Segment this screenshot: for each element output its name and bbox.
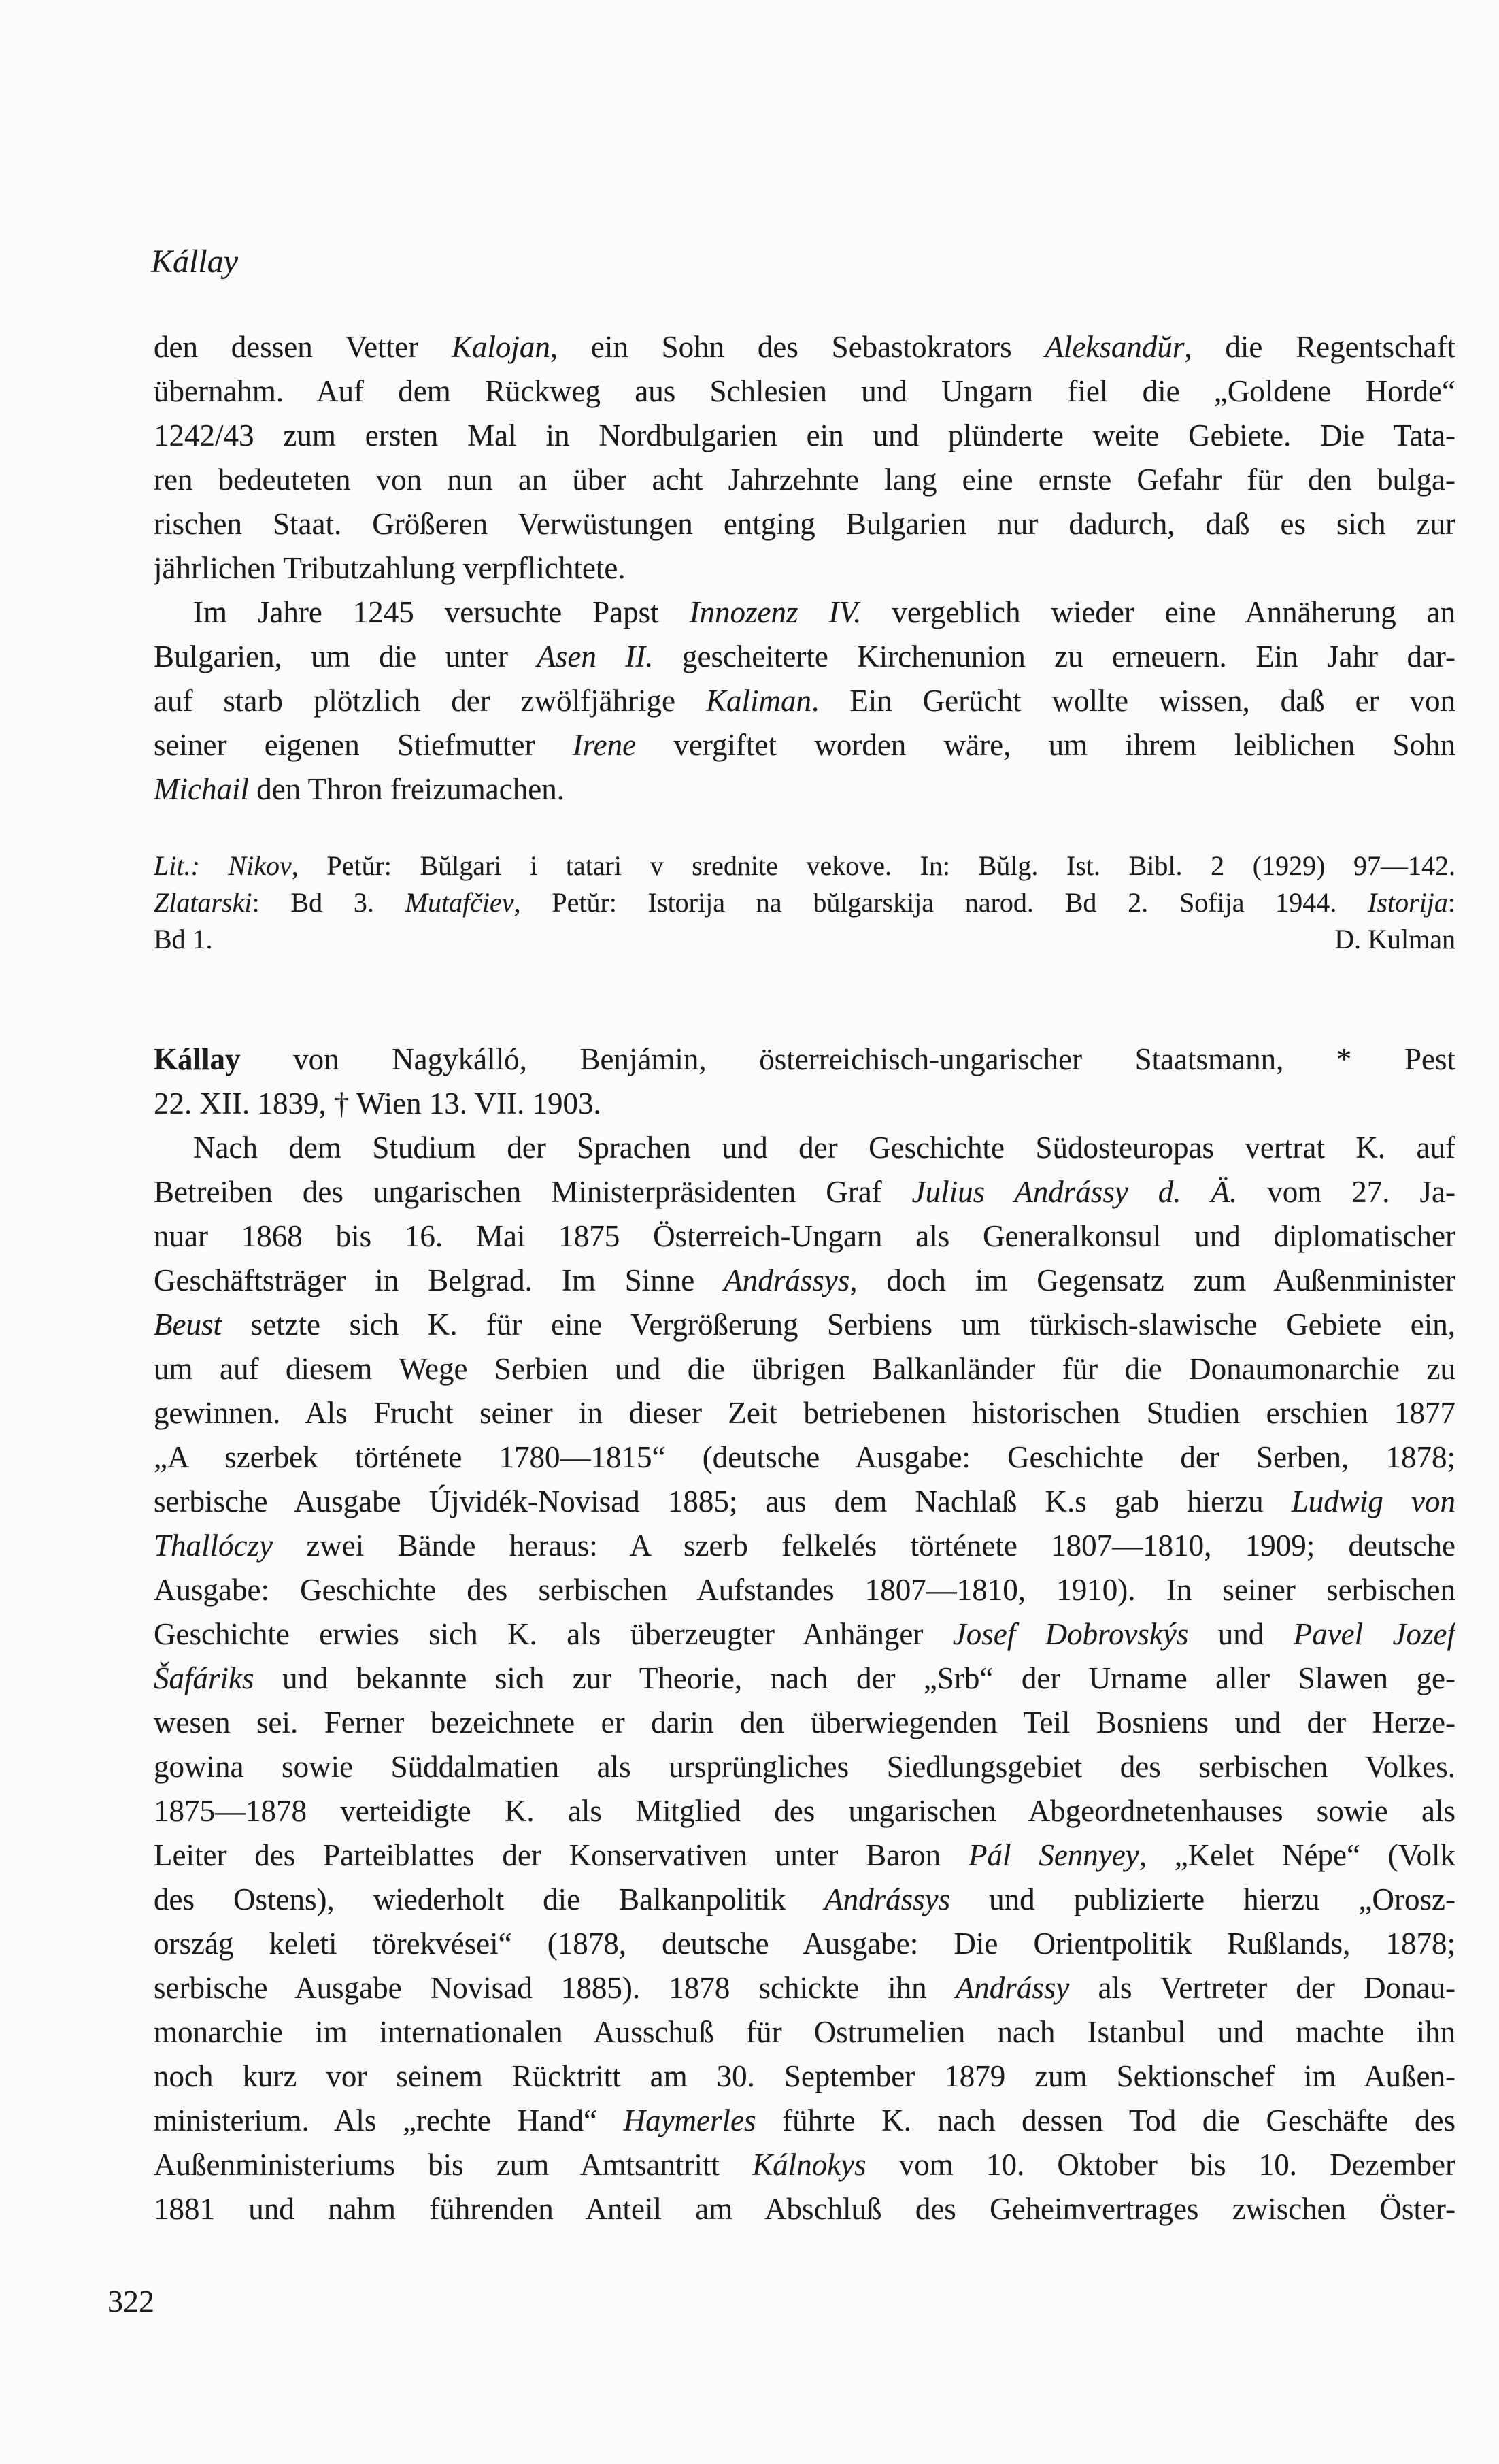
text-run — [200, 850, 229, 881]
text-run: Betreiben des ungarischen Ministerpräsidenten Graf — [154, 1175, 912, 1209]
text-line — [154, 1922, 1455, 1966]
italic-run: Aleksandŭr — [1045, 330, 1185, 364]
text-line — [154, 884, 1455, 921]
text-line — [154, 2010, 1455, 2054]
text-run: auf starb plötzlich der zwölfjährige — [154, 684, 706, 718]
text-run: als Vertreter der Donau- — [1069, 1971, 1455, 2005]
text-line — [154, 1612, 1455, 1656]
text-run: seiner eigenen Stiefmutter — [154, 728, 573, 762]
text-run: vergiftet worden wäre, um ihrem leiblichen Sohn — [636, 728, 1455, 762]
text-run: . Ein Gerücht wollte wissen, daß er von — [811, 684, 1455, 718]
text-run: serbische Ausgabe Újvidék-Novisad 1885; aus dem Nachlaß K.s gab hierzu — [154, 1484, 1292, 1518]
italic-run: Innozenz IV. — [689, 595, 862, 629]
text-run: und publizierte hierzu „Orosz- — [950, 1882, 1455, 1916]
italic-run: Zlatarski — [154, 887, 252, 918]
text-run: , ein Sohn des Sebastokrators — [550, 330, 1045, 364]
italic-run: Thallóczy — [154, 1529, 273, 1563]
text-line — [154, 325, 1455, 369]
text-run: „A szerbek története 1780—1815“ (deutsche Ausgabe: Geschichte der Serben, 1878; — [154, 1440, 1455, 1474]
text-line — [154, 1259, 1455, 1303]
italic-run: Pál Sennyey — [969, 1838, 1139, 1872]
italic-run: Nikov — [228, 850, 292, 881]
page-number: 322 — [107, 2284, 154, 2318]
text-run: um auf diesem Wege Serbien und die übrigen Balkanländer für die Donaumonarchie zu — [154, 1352, 1455, 1386]
text-run: vergeblich wieder eine Annäherung an — [861, 595, 1455, 629]
text-run: von Nagykálló, Benjámin, österreichisch-ungarischer Staatsmann, * Pest — [240, 1042, 1455, 1076]
text-run: ren bedeuteten von nun an über acht Jahrzehnte lang eine ernste Gefahr für den bulga- — [154, 463, 1455, 497]
text-run: , Petŭr: Istorija na bŭlgarskija narod. Bd 2. Sofija 1944. — [513, 887, 1368, 918]
text-run: 1242/43 zum ersten Mal in Nordbulgarien ein und plünderte weite Gebiete. Die Tata- — [154, 418, 1455, 452]
text-line — [154, 679, 1455, 723]
italic-run: Mutafčiev — [405, 887, 514, 918]
lit-volume — [154, 921, 213, 958]
text-run: wesen sei. Ferner bezeichnete er darin den überwiegenden Teil Bosniens und der Herze- — [154, 1705, 1455, 1739]
text-run: vom 27. Ja- — [1237, 1175, 1455, 1209]
text-run: serbische Ausgabe Novisad 1885). 1878 schickte ihn — [154, 1971, 956, 2005]
text-run: führte K. nach dessen Tod die Geschäfte des — [756, 2103, 1455, 2137]
text-line — [154, 1170, 1455, 1214]
italic-run: Beust — [154, 1308, 222, 1342]
text-line — [154, 590, 1455, 635]
italic-run: Michail — [154, 772, 249, 806]
text-line — [154, 1082, 1455, 1126]
text-run: gescheiterte Kirchenunion zu erneuern. Ein Jahr dar- — [653, 639, 1455, 673]
italic-run: Ludwig von — [1291, 1484, 1455, 1518]
text-line — [154, 502, 1455, 546]
text-run: den dessen Vetter — [154, 330, 452, 364]
italic-run: Istorija — [1368, 887, 1448, 918]
text-line — [154, 1391, 1455, 1435]
text-run: und bekannte sich zur Theorie, nach der „Srb“ der Urname aller Slawen ge- — [254, 1661, 1455, 1695]
author-signature — [1334, 921, 1455, 958]
text-run: 22. XII. 1839, † Wien 13. VII. 1903. — [154, 1086, 601, 1120]
text-run: vom 10. Oktober bis 10. Dezember — [866, 2148, 1455, 2182]
text-line — [154, 1480, 1455, 1524]
text-run: , doch im Gegensatz zum Außenminister — [849, 1263, 1455, 1297]
text-run: den Thron freizumachen. — [248, 772, 565, 806]
signature-line — [154, 921, 1455, 958]
text-run: und — [1188, 1617, 1294, 1651]
text-run: noch kurz vor seinem Rücktritt am 30. September 1879 zum Sektionschef im Außen- — [154, 2059, 1455, 2093]
text-line — [154, 1347, 1455, 1391]
italic-run: Kalojan — [451, 330, 550, 364]
text-line — [154, 1745, 1455, 1789]
text-line — [154, 635, 1455, 679]
text-run: gewinnen. Als Frucht seiner in dieser Zeit betriebenen historischen Studien erschien 1877 — [154, 1396, 1455, 1430]
text-line — [154, 1833, 1455, 1878]
italic-run: Julius Andrássy d. Ä. — [911, 1175, 1238, 1209]
text-line — [154, 414, 1455, 458]
italic-run: Šafáriks — [154, 1661, 254, 1695]
text-line — [154, 1701, 1455, 1745]
italic-run: Pavel Jozef — [1293, 1617, 1455, 1651]
text-run: 1875—1878 verteidigte K. als Mitglied des ungarischen Abgeordnetenhauses sowie als — [154, 1794, 1455, 1828]
text-run: jährlichen Tributzahlung verpflichtete. — [154, 551, 626, 585]
italic-run: Lit.: — [154, 850, 200, 881]
italic-run: Josef Dobrovskýs — [952, 1617, 1189, 1651]
text-run: , die Regentschaft — [1184, 330, 1455, 364]
text-run: D. Kulman — [1334, 924, 1455, 954]
text-line — [154, 2187, 1455, 2231]
text-line — [154, 1789, 1455, 1833]
text-run: setzte sich K. für eine Vergrößerung Serbiens um türkisch-slawische Gebiete ein, — [221, 1308, 1455, 1342]
text-run: Bd 1. — [154, 924, 213, 954]
text-line — [154, 1303, 1455, 1347]
italic-run: Andrássys — [724, 1263, 850, 1297]
text-run: rischen Staat. Größeren Verwüstungen entging Bulgarien nur dadurch, daß es sich zur — [154, 507, 1455, 541]
text-run: übernahm. Auf dem Rückweg aus Schlesien und Ungarn fiel die „Goldene Horde“ — [154, 374, 1455, 408]
text-line — [154, 458, 1455, 502]
text-run: Leiter des Parteiblattes der Konservativen unter Baron — [154, 1838, 969, 1872]
text-run: nuar 1868 bis 16. Mai 1875 Österreich-Ungarn als Generalkonsul und diplomatischer — [154, 1219, 1455, 1253]
text-run: gowina sowie Süddalmatien als ursprüngliches Siedlungsgebiet des serbischen Volkes. — [154, 1750, 1455, 1784]
text-line — [154, 1214, 1455, 1259]
text-line — [154, 848, 1455, 884]
running-head: Kállay — [151, 244, 238, 280]
text-run: ministerium. Als „rechte Hand“ — [154, 2103, 624, 2137]
text-line — [154, 369, 1455, 414]
bold-run: Kállay — [154, 1042, 241, 1076]
text-line — [154, 1568, 1455, 1612]
text-run: Im Jahre 1245 versuchte Papst — [193, 595, 690, 629]
text-run: zwei Bände heraus: A szerb felkelés története 1807—1810, 1909; deutsche — [273, 1529, 1455, 1563]
text-run: Nach dem Studium der Sprachen und der Geschichte Südosteuropas vertrat K. auf — [193, 1131, 1455, 1165]
text-line — [154, 1037, 1455, 1082]
text-run: : — [1447, 887, 1455, 918]
text-run: , Petŭr: Bŭlgari i tatari v srednite vekove. In: Bŭlg. Ist. Bibl. 2 (1929) 97—142. — [291, 850, 1455, 881]
italic-run: Andrássys — [824, 1882, 951, 1916]
text-column — [154, 325, 1455, 2231]
text-run: Geschichte erwies sich K. als überzeugter Anhänger — [154, 1617, 953, 1651]
italic-run: Kálnokys — [752, 2148, 866, 2182]
text-run: Bulgarien, um die unter — [154, 639, 537, 673]
italic-run: Asen II. — [537, 639, 654, 673]
text-run: ország keleti törekvései“ (1878, deutsche Ausgabe: Die Orientpolitik Rußlands, 1878; — [154, 1927, 1455, 1961]
text-line — [154, 1435, 1455, 1480]
text-line — [154, 1878, 1455, 1922]
text-line — [154, 546, 1455, 590]
text-line — [154, 1966, 1455, 2010]
text-line — [154, 1656, 1455, 1701]
text-line — [154, 1524, 1455, 1568]
text-line — [154, 2099, 1455, 2143]
text-run: Außenministeriums bis zum Amtsantritt — [154, 2148, 753, 2182]
italic-run: Kaliman — [705, 684, 812, 718]
text-run: des Ostens), wiederholt die Balkanpolitik — [154, 1882, 825, 1916]
text-line — [154, 2143, 1455, 2187]
italic-run: Andrássy — [955, 1971, 1070, 2005]
text-line — [154, 1126, 1455, 1170]
italic-run: Irene — [572, 728, 637, 762]
text-run: , „Kelet Népe“ (Volk — [1139, 1838, 1455, 1872]
text-line — [154, 767, 1455, 812]
text-line — [154, 2054, 1455, 2099]
text-run: : Bd 3. — [252, 887, 405, 918]
text-line — [154, 723, 1455, 767]
text-run: 1881 und nahm führenden Anteil am Abschluß des Geheimvertrages zwischen Öster- — [154, 2192, 1455, 2226]
italic-run: Haymerles — [623, 2103, 756, 2137]
text-run: monarchie im internationalen Ausschuß für Ostrumelien nach Istanbul und machte ihn — [154, 2015, 1455, 2049]
text-run: Ausgabe: Geschichte des serbischen Aufstandes 1807—1810, 1910). In seiner serbischen — [154, 1573, 1455, 1607]
text-run: Geschäftsträger in Belgrad. Im Sinne — [154, 1263, 724, 1297]
